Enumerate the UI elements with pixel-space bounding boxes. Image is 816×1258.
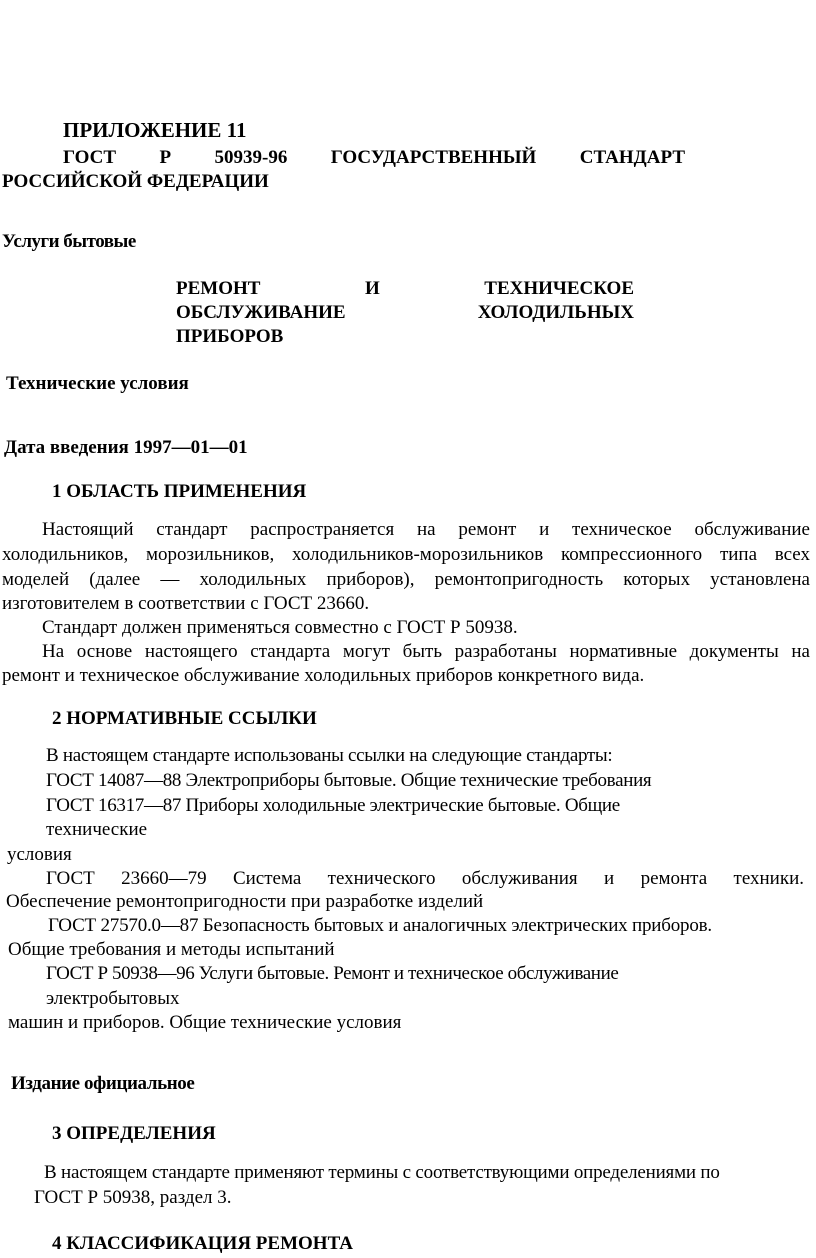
title-line-1: РЕМОНТ И ТЕХНИЧЕСКОЕ bbox=[176, 278, 634, 299]
section-1-p1-line-4: изготовителем в соответствии с ГОСТ 23660. bbox=[2, 593, 370, 614]
appendix-title: ПРИЛОЖЕНИЕ 11 bbox=[63, 118, 247, 142]
gost-line-1: ГОСТ Р 50939-96 ГОСУДАРСТВЕННЫЙ СТАНДАРТ bbox=[63, 147, 685, 168]
section-1-p3-line-2: ремонт и техническое обслуживание холодильных приборов конкретного вида. bbox=[2, 665, 645, 686]
section-4-heading: 4 КЛАССИФИКАЦИЯ РЕМОНТА bbox=[52, 1233, 354, 1254]
ref-2-line-1: ГОСТ 16317—87 Приборы холодильные электрические бытовые. Общие bbox=[46, 795, 620, 816]
ref-4-line-1: ГОСТ 27570.0—87 Безопасность бытовых и аналогичных электрических приборов. bbox=[48, 915, 712, 936]
ref-2-line-3: условия bbox=[7, 844, 72, 865]
section-1-p1-line-1: Настоящий стандарт распространяется на ремонт и техническое обслуживание bbox=[42, 519, 810, 540]
ref-2-line-2: технические bbox=[46, 819, 148, 840]
ref-3-line-2: Обеспечение ремонтопригодности при разработке изделий bbox=[6, 891, 484, 912]
title-line-3: ПРИБОРОВ bbox=[176, 326, 284, 347]
edition-label: Издание официальное bbox=[11, 1073, 195, 1094]
ref-5-line-1: ГОСТ Р 50938—96 Услуги бытовые. Ремонт и техническое обслуживание bbox=[46, 963, 619, 984]
section-1-heading: 1 ОБЛАСТЬ ПРИМЕНЕНИЯ bbox=[52, 481, 307, 502]
section-1-p1-line-2: холодильников, морозильников, холодильников-морозильников компрессионного типа всех bbox=[2, 544, 810, 565]
section-1-p2: Стандарт должен применяться совместно с ГОСТ Р 50938. bbox=[42, 617, 518, 638]
ref-4-line-2: Общие требования и методы испытаний bbox=[8, 939, 335, 960]
section-1-p1-line-3: моделей (далее — холодильных приборов), ремонтопригодность которых установлена bbox=[2, 569, 810, 590]
services-label: Услуги бытовые bbox=[2, 231, 136, 252]
section-2-heading: 2 НОРМАТИВНЫЕ ССЫЛКИ bbox=[52, 708, 317, 729]
ref-1: ГОСТ 14087—88 Электроприборы бытовые. Общие технические требования bbox=[46, 770, 652, 791]
section-1-p3-line-1: На основе настоящего стандарта могут быть разработаны нормативные документы на bbox=[42, 641, 810, 662]
ref-3-line-1: ГОСТ 23660—79 Система технического обслуживания и ремонта техники. bbox=[46, 868, 804, 889]
ref-5-line-3: машин и приборов. Общие технические условия bbox=[8, 1012, 402, 1033]
ref-5-line-2: электробытовых bbox=[46, 988, 180, 1009]
section-3-heading: 3 ОПРЕДЕЛЕНИЯ bbox=[52, 1123, 216, 1144]
intro-date: Дата введения 1997—01—01 bbox=[4, 437, 248, 458]
section-2-intro: В настоящем стандарте использованы ссылки на следующие стандарты: bbox=[46, 745, 613, 766]
gost-line-2: РОССИЙСКОЙ ФЕДЕРАЦИИ bbox=[2, 171, 269, 192]
section-3-p1-line-1: В настоящем стандарте применяют термины с соответствующими определениями по bbox=[44, 1162, 720, 1183]
title-line-2: ОБСЛУЖИВАНИЕ ХОЛОДИЛЬНЫХ bbox=[176, 302, 634, 323]
conditions-label: Технические условия bbox=[6, 373, 189, 394]
section-3-p1-line-2: ГОСТ Р 50938, раздел 3. bbox=[34, 1187, 232, 1208]
